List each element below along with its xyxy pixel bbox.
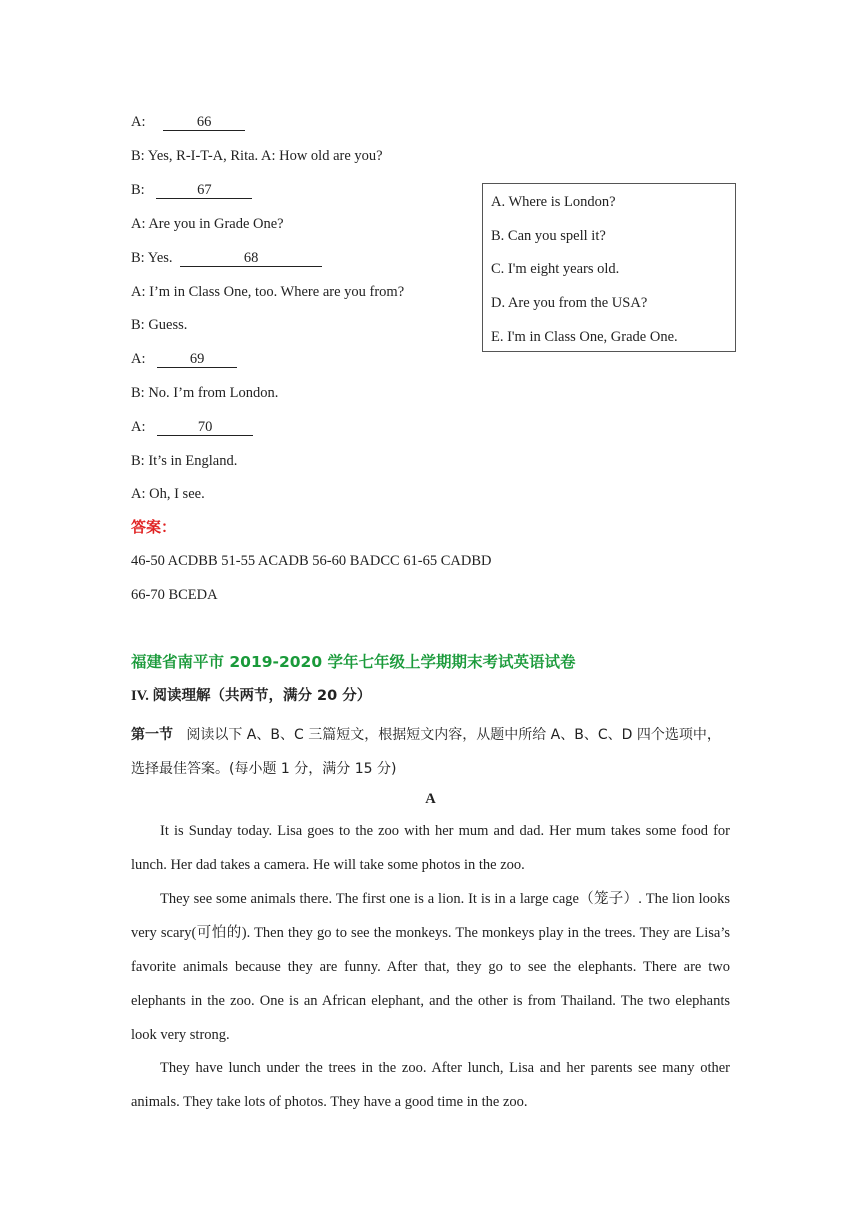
- blank-67: 67: [156, 182, 252, 199]
- section-roman: IV.: [131, 688, 149, 704]
- options-box: [482, 183, 736, 352]
- paragraph-3: They have lunch under the trees in the zoo. After lunch, Lisa and her parents see many other animals. They take lots of photos. They have a good time in the zoo.: [131, 1060, 730, 1110]
- passage-title: A: [425, 791, 436, 807]
- answer-line: 66-70 BCEDA: [131, 587, 218, 603]
- paragraph-2: They see some animals there. The first one is a lion. It is in a large cage（笼子）. The lion looks very scary(可怕的). Then they go to see the monkeys. The monkeys play in the trees. They are Lisa’s favorite animals because they are funny. After that, they go to see the elephants. There are two elephants in the zoo. One is an African elephant, and the other is from Thailand. The two elephants look very strong.: [131, 891, 730, 1043]
- part-heading: [131, 718, 731, 786]
- dialogue-line: B: No. I’m from London.: [131, 385, 279, 401]
- option-b: B. Can you spell it?: [491, 228, 606, 244]
- dialogue-line: A: I’m in Class One, too. Where are you from?: [131, 284, 405, 300]
- dialogue-line-66: A: 66: [131, 112, 245, 132]
- answer-line: 46-50 ACDBB 51-55 ACADB 56-60 BADCC 61-65 CADBD: [131, 553, 492, 569]
- dialogue-line-68: B: Yes. 68: [131, 248, 322, 268]
- dialogue-line: B: It’s in England.: [131, 453, 238, 469]
- dialogue-line: A: Are you in Grade One?: [131, 216, 284, 232]
- dialogue-line: A: Oh, I see.: [131, 486, 205, 502]
- dialogue-line: B: Guess.: [131, 317, 188, 333]
- blank-70: 70: [157, 419, 253, 436]
- option-d: D. Are you from the USA?: [491, 295, 648, 311]
- dialogue-line-69: A: 69: [131, 349, 237, 369]
- blank-68: 68: [180, 250, 322, 267]
- dialogue-line-70: A: 70: [131, 417, 253, 437]
- paragraph-1: It is Sunday today. Lisa goes to the zoo with her mum and dad. Her mum takes some food for lunch. Her dad takes a camera. He will take some photos in the zoo.: [131, 823, 730, 873]
- blank-66: 66: [163, 114, 245, 131]
- section-heading: [131, 686, 371, 706]
- exam-title: 福建省南平市 2019-2020 学年七年级上学期期末考试英语试卷: [131, 653, 576, 671]
- option-e: E. I'm in Class One, Grade One.: [491, 329, 678, 345]
- option-a: A. Where is London?: [491, 194, 616, 210]
- option-c: C. I'm eight years old.: [491, 261, 620, 277]
- section-text: 阅读理解（共两节，满分 20 分）: [152, 688, 372, 704]
- part-instructions: 阅读以下 A、B、C 三篇短文，根据短文内容，从题中所给 A、B、C、D 四个选项中，选择最佳答案。(每小题 1 分，满分 15 分): [131, 727, 721, 777]
- answer-heading: 答案：: [131, 518, 177, 536]
- blank-69: 69: [157, 351, 237, 368]
- dialogue-line-67: B: 67: [131, 180, 252, 200]
- part-label: 第一节: [131, 727, 173, 743]
- dialogue-line: B: Yes, R-I-T-A, Rita. A: How old are you?: [131, 148, 383, 164]
